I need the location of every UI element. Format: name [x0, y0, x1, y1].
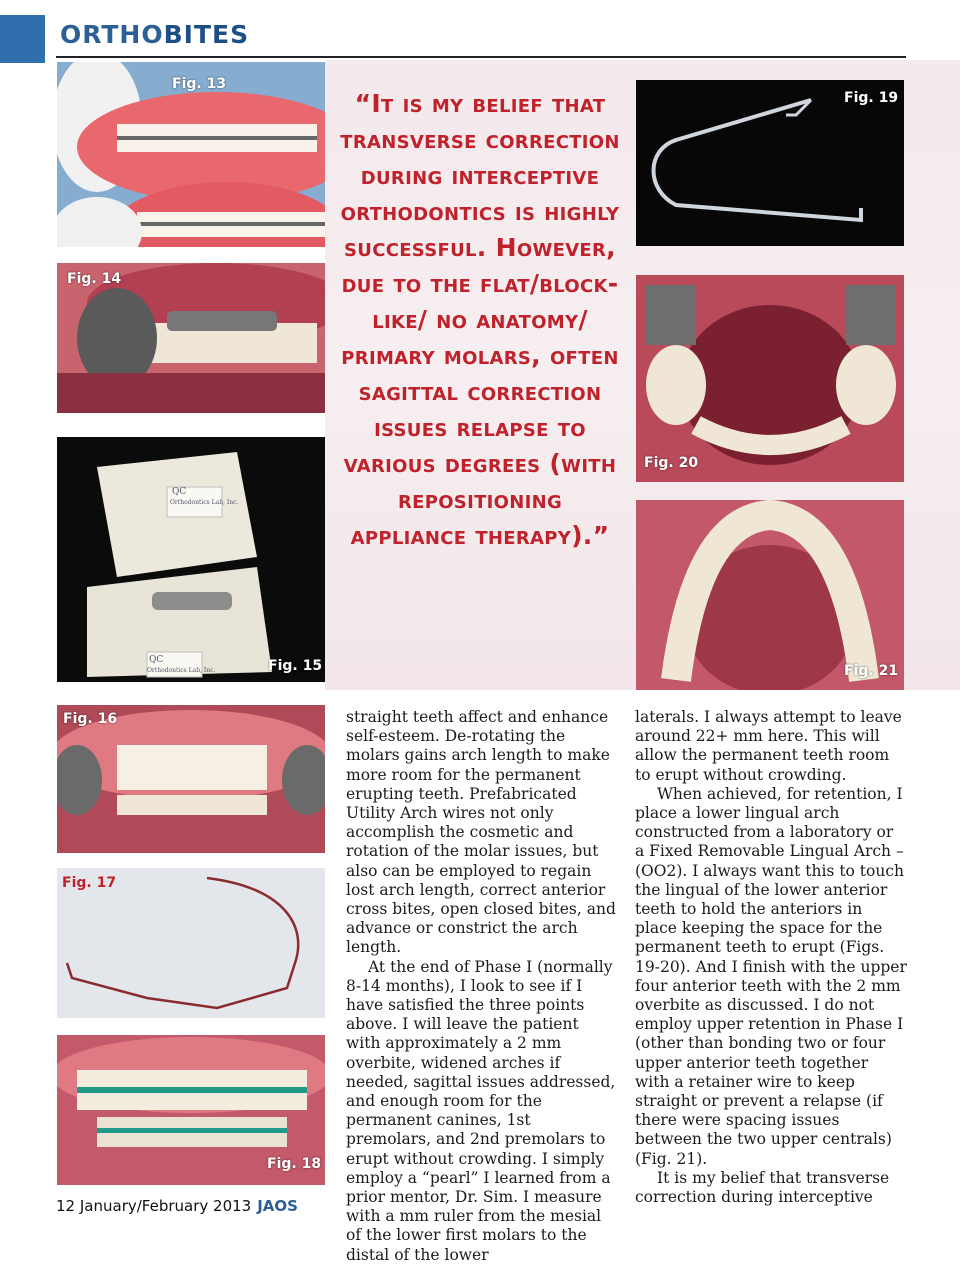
pull-quote: “It is my belief that transverse correction during interceptive orthodontics is highly successful. However, due to the flat/block-like/ no anatomy/ primary molars, often sagittal correction issues relapse to various degrees (with repositioning appliance therapy).”: [340, 89, 620, 550]
front-teeth-illustration: [57, 705, 325, 853]
header-rule: [56, 56, 906, 58]
figure-16-photo: [57, 705, 325, 853]
figure-17-photo: [57, 868, 325, 1018]
body-column-1: [346, 708, 618, 1265]
model-label-bottom: QC: [149, 655, 164, 665]
journal-name: JAOS: [257, 1197, 298, 1215]
section-title: ORTHOBITES: [60, 20, 250, 49]
figure-19-label: Fig. 19: [844, 90, 899, 106]
figure-13-photo: [57, 62, 325, 247]
figure-15-label: Fig. 15: [268, 658, 323, 674]
figure-18-photo: [57, 1035, 325, 1185]
figure-18-label: Fig. 18: [267, 1156, 322, 1172]
page-footer: [56, 1197, 298, 1215]
figure-13-label: Fig. 13: [172, 76, 227, 92]
lower-arch-illustration: [636, 275, 904, 482]
page-number: 12: [56, 1197, 76, 1215]
figure-21-label: Fig. 21: [844, 663, 899, 679]
figure-19-photo: [636, 80, 904, 246]
body-column-2: [635, 708, 907, 1207]
column2-paragraph-2: When achieved, for retention, I place a lower lingual arch constructed from a laboratory or a Fixed Removable Lingual Arch – (OO2). I always want this to touch the lingual of the lower anterior teeth to hold the anteriors in place keeping the space for the permanent teeth to erupt (Figs. 19-20). And I finish with the upper four anterior teeth with the 2 mm overbite as discussed. I do not employ upper retention in Phase I (other than bonding two or four upper anterior teeth together with a retainer wire to keep straight or prevent a relapse (if there were spacing issues between the two upper centrals) (Fig. 21).: [635, 784, 907, 1168]
column1-paragraph-1: straight teeth affect and enhance self-esteem. De-rotating the molars gains arch length to make more room for the permanent erupting teeth. Prefabricated Utility Arch wires not only accomplish the cosmetic and rotation of the molar issues, but also can be employed to regain lost arch length, correct anterior cross bites, open closed bites, and advance or constrict the arch length.: [346, 708, 616, 957]
model-label-top-sub: Orthodontics Lab, Inc.: [170, 499, 239, 506]
figure-15-photo: [57, 437, 325, 682]
model-label-bottom-sub: Orthodontics Lab, Inc.: [147, 667, 216, 674]
column2-paragraph-3: It is my belief that transverse correction during interceptive: [635, 1168, 890, 1207]
figure-20-photo: [636, 275, 904, 482]
column1-paragraph-2: At the end of Phase I (normally 8-14 months), I look to see if I have satisfied the three points above. I will leave the patient with approximately a 2 mm overbite, widened arches if needed, sagittal issues addressed, and enough room for the permanent canines, 1st premolars, and 2nd premolars to erupt without crowding. I simply employ a “pearl” I learned from a prior mentor, Dr. Sim. I measure with a mm ruler from the mesial of the lower first molars to the distal of the lower: [346, 957, 616, 1264]
figure-17-label: Fig. 17: [62, 875, 117, 891]
figure-16-label: Fig. 16: [63, 711, 118, 727]
figure-21-photo: [636, 500, 904, 690]
upper-arch-illustration: [636, 500, 904, 690]
dental-model-illustration: [57, 437, 325, 682]
issue-date: January/February 2013: [79, 1197, 252, 1215]
figure-14-label: Fig. 14: [67, 271, 122, 287]
figure-20-label: Fig. 20: [644, 455, 699, 471]
column2-paragraph-1: laterals. I always attempt to leave around 22+ mm here. This will allow the permanent teeth room to erupt without crowding.: [635, 708, 902, 784]
section-color-bar: [0, 15, 45, 63]
figure-14-photo: [57, 263, 325, 413]
model-label-top: QC: [172, 487, 187, 497]
